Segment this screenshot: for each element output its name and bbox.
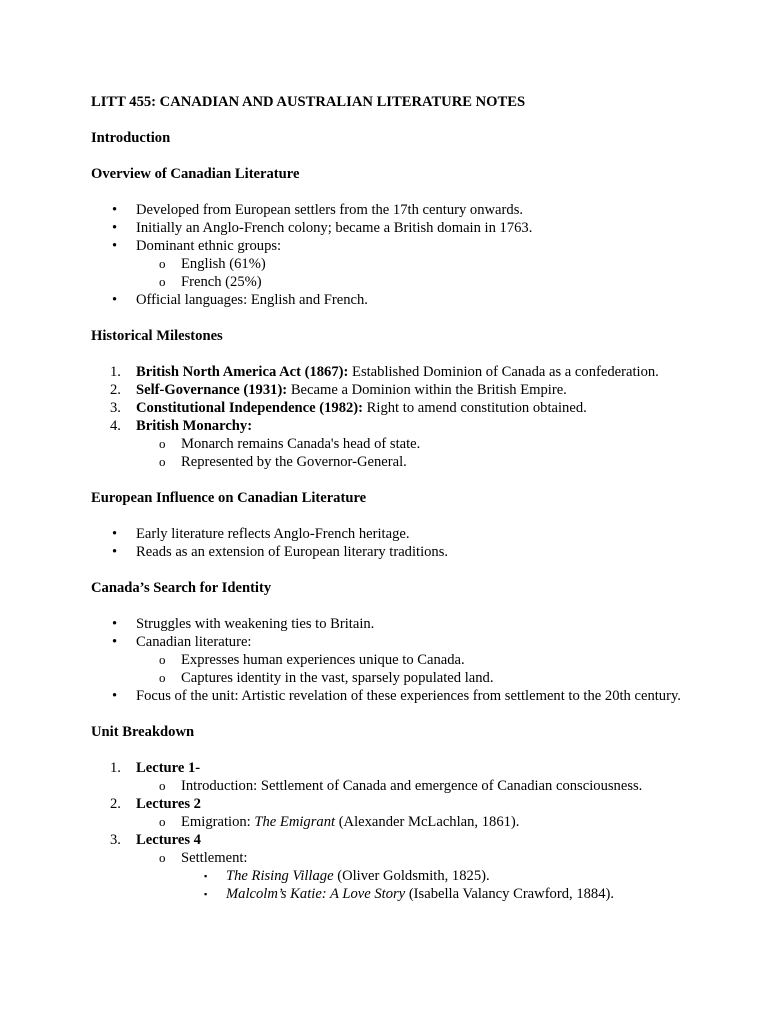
number-marker: 1. <box>110 760 121 776</box>
sub-list <box>136 849 691 903</box>
lecture-label: Lectures 4 <box>136 832 201 848</box>
sub-marker: o <box>159 814 166 829</box>
list-item-text: Initially an Anglo-French colony; became a British domain in 1763. <box>136 220 533 236</box>
number-marker: 2. <box>110 382 121 398</box>
sub-list-item <box>136 813 691 831</box>
sub-list-item-text: Settlement: <box>181 850 248 866</box>
sub-list-item <box>136 255 691 273</box>
milestone-text: Became a Dominion within the British Empire. <box>287 382 567 398</box>
milestone-term: British Monarchy: <box>136 418 253 434</box>
number-marker: 1. <box>110 364 121 380</box>
sub-list-item-text: Monarch remains Canada's head of state. <box>181 436 421 452</box>
heading-identity: Canada’s Search for Identity <box>91 580 272 596</box>
work-citation: (Isabella Valancy Crawford, 1884). <box>405 886 615 902</box>
units-list <box>91 759 691 903</box>
list-item <box>91 543 691 561</box>
milestones-list <box>91 363 691 471</box>
overview-list <box>91 201 691 309</box>
work-title: The Rising Village <box>226 868 334 884</box>
sub-list-item <box>136 273 691 291</box>
bullet-marker: • <box>112 292 118 308</box>
bullet-marker: • <box>112 202 118 218</box>
work-citation: (Oliver Goldsmith, 1825). <box>333 868 490 884</box>
list-item <box>91 633 691 687</box>
list-item-text: Canadian literature: <box>136 634 252 650</box>
heading-milestones: Historical Milestones <box>91 328 223 344</box>
milestone-text: Established Dominion of Canada as a confederation. <box>348 364 659 380</box>
sub-list-item <box>136 849 691 903</box>
bullet-marker: • <box>112 544 118 560</box>
square-marker: ▪ <box>204 889 208 899</box>
document-page <box>91 93 691 903</box>
lecture-label: Lecture 1- <box>136 760 201 776</box>
work-citation: (Alexander McLachlan, 1861). <box>335 814 520 830</box>
list-item <box>91 237 691 291</box>
subsub-list <box>181 867 691 903</box>
list-item <box>91 363 691 381</box>
list-item <box>91 831 691 903</box>
sub-marker: o <box>159 778 166 793</box>
sub-marker: o <box>159 850 166 865</box>
square-marker: ▪ <box>204 871 208 881</box>
bullet-marker: • <box>112 526 118 542</box>
list-item <box>91 795 691 831</box>
identity-list <box>91 615 691 705</box>
list-item-text: Reads as an extension of European literary traditions. <box>136 544 449 560</box>
sub-list-item-text: Expresses human experiences unique to Canada. <box>181 652 465 668</box>
heading-introduction: Introduction <box>91 130 171 146</box>
heading-unit-breakdown: Unit Breakdown <box>91 724 195 740</box>
sub-list <box>136 651 691 687</box>
sub-marker: o <box>159 256 166 271</box>
sub-list-item <box>136 669 691 687</box>
sub-list-item <box>136 435 691 453</box>
subsub-list-item <box>181 885 691 903</box>
sub-list-item-text: Captures identity in the vast, sparsely populated land. <box>181 670 494 686</box>
sub-list-item-text: English (61%) <box>181 256 266 272</box>
sub-marker: o <box>159 274 166 289</box>
bullet-marker: • <box>112 220 118 236</box>
list-item-text: Struggles with weakening ties to Britain. <box>136 616 375 632</box>
milestone-term: Self-Governance (1931): <box>136 382 288 398</box>
number-marker: 3. <box>110 832 121 848</box>
sub-marker: o <box>159 454 166 469</box>
list-item <box>91 417 691 471</box>
milestone-term: Constitutional Independence (1982): <box>136 400 364 416</box>
number-marker: 2. <box>110 796 121 812</box>
list-item-text: Early literature reflects Anglo-French heritage. <box>136 526 410 542</box>
subsub-list-item <box>181 867 691 885</box>
bullet-marker: • <box>112 238 118 254</box>
list-item <box>91 687 691 705</box>
sub-list <box>136 777 691 795</box>
list-item-text: Developed from European settlers from the 17th century onwards. <box>136 202 524 218</box>
work-title: Malcolm’s Katie: A Love Story <box>226 886 406 902</box>
sub-list-item-text: Emigration: <box>181 814 255 830</box>
work-title: The Emigrant <box>254 814 336 830</box>
list-item <box>91 291 691 309</box>
list-item <box>91 219 691 237</box>
sub-list-item <box>136 651 691 669</box>
list-item-text: Official languages: English and French. <box>136 292 368 308</box>
sub-list-item-text: Represented by the Governor-General. <box>181 454 407 470</box>
list-item <box>91 615 691 633</box>
heading-overview: Overview of Canadian Literature <box>91 166 300 182</box>
milestone-text: Right to amend constitution obtained. <box>363 400 587 416</box>
document-title: LITT 455: CANADIAN AND AUSTRALIAN LITERATURE NOTES <box>91 94 526 110</box>
sub-list <box>136 813 691 831</box>
list-item <box>91 201 691 219</box>
list-item <box>91 759 691 795</box>
lecture-label: Lectures 2 <box>136 796 201 812</box>
list-item <box>91 525 691 543</box>
european-list <box>91 525 691 561</box>
sub-list-item-text: Introduction: Settlement of Canada and emergence of Canadian consciousness. <box>181 778 643 794</box>
list-item <box>91 399 691 417</box>
sub-list-item <box>136 453 691 471</box>
number-marker: 4. <box>110 418 121 434</box>
milestone-term: British North America Act (1867): <box>136 364 349 380</box>
sub-list <box>136 435 691 471</box>
bullet-marker: • <box>112 634 118 650</box>
sub-marker: o <box>159 652 166 667</box>
sub-marker: o <box>159 670 166 685</box>
bullet-marker: • <box>112 688 118 704</box>
list-item-text: Dominant ethnic groups: <box>136 238 282 254</box>
sub-marker: o <box>159 436 166 451</box>
sub-list-item-text: French (25%) <box>181 274 262 290</box>
list-item <box>91 381 691 399</box>
number-marker: 3. <box>110 400 121 416</box>
list-item-text: Focus of the unit: Artistic revelation of these experiences from settlement to the 20th century. <box>136 688 681 704</box>
heading-european-influence: European Influence on Canadian Literature <box>91 490 367 506</box>
sub-list-item <box>136 777 691 795</box>
sub-list <box>136 255 691 291</box>
bullet-marker: • <box>112 616 118 632</box>
